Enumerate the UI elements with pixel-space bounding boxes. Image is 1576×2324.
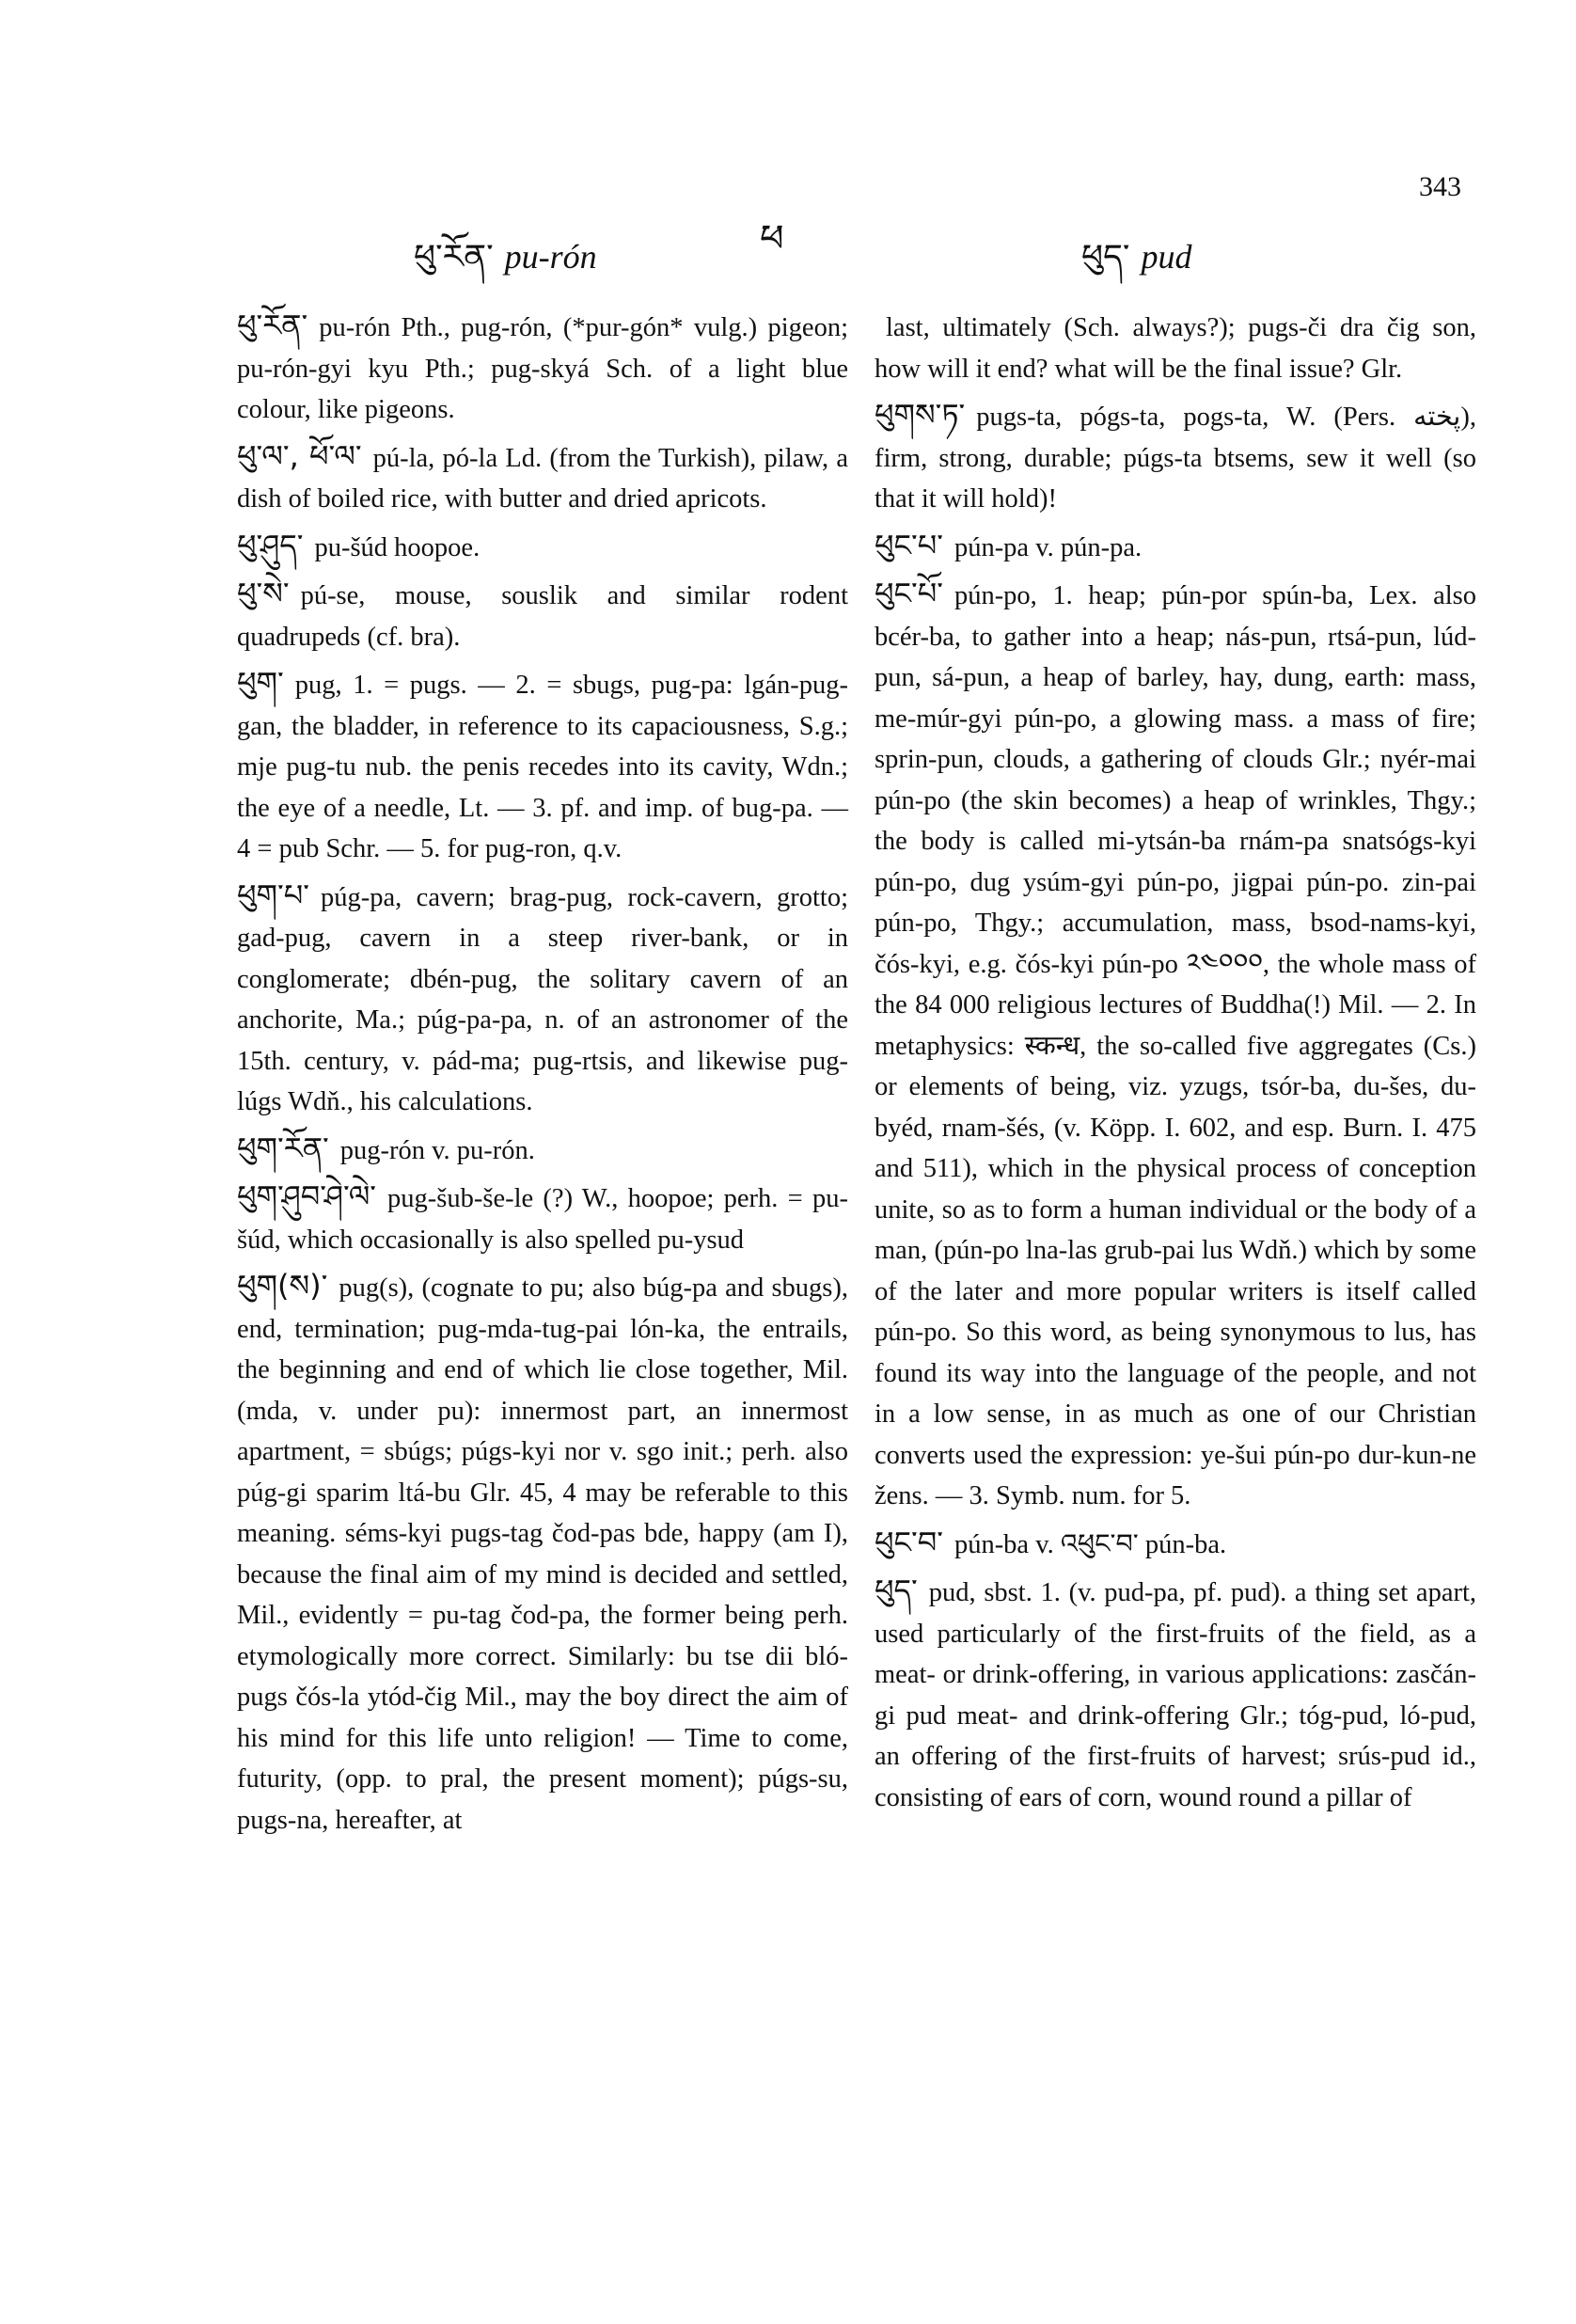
entry-text: pú-la, pó-la Ld. (from the Turkish), pilaw, a dish of boiled rice, with butter and dried apricots. bbox=[237, 443, 848, 514]
entry-headword: ཕུ་ལ་, ཕོ་ལ་ bbox=[237, 437, 362, 474]
entry bbox=[237, 306, 848, 431]
left-head-roman: pu-rón bbox=[504, 238, 597, 276]
entry bbox=[875, 1571, 1476, 1818]
left-column bbox=[237, 306, 848, 1846]
entry-text: pug(s), (cognate to pu; also búg-pa and sbugs), end, termination; pug-mda-tug-pai lón-ka, the entrails, the beginning and end of which lie close together, Mil. (mda, v. under pu): innermost part, an innermost apartment, = sbúgs; púgs-kyi nor v. sgo init.; perh. also púg-gi sparim ltá-bu Glr. 45, 4 may be referable to this meaning. séms-kyi pugs-tag čod-pas bde, happy (am I), because the final aim of my mind is decided and settled, Mil., evidently = pu-tag čod-pa, the former being perh. etymologically more correct. Similarly: bu tse dii bló-pugs čós-la ytód-čig Mil., may the boy direct the aim of his mind for this life unto religion! — Time to come, futurity, (opp. to pral, the present moment); púgs-su, pugs-na, hereafter, at bbox=[237, 1273, 848, 1835]
entry-text: pug-rón v. pu-rón. bbox=[339, 1135, 535, 1165]
entry-headword: ཕུག(ས)་ bbox=[237, 1268, 328, 1304]
entry bbox=[237, 526, 848, 569]
entry-text: pug, 1. = pugs. — 2. = sbugs, pug-pa: lgán-pug-gan, the bladder, in reference to its capaciousness, S.g.; mje pug-tu nub. the penis recedes into its cavity, Wdn.; the eye of a needle, Lt. — 3. pf. and imp. of bug-pa. — 4 = pub Schr. — 5. for pug-ron, q.v. bbox=[237, 671, 848, 863]
entry-headword: ཕུགས་ཏ་ bbox=[875, 397, 966, 433]
entry bbox=[875, 526, 1476, 569]
entry-text: púg-pa, cavern; brag-pug, rock-cavern, grotto; gad-pug, cavern in a steep river-bank, or in conglomerate; dbén-pug, the solitary cavern of an anchorite, Ma.; púg-pa-pa, n. of an astronomer of the 15th. century, v. pád-ma; pug-rtsis, and likewise pug-lúgs Wdň., his calculations. bbox=[237, 882, 848, 1116]
entry-headword: ཕུད་ bbox=[875, 1573, 918, 1608]
entry-text: pún-po, 1. heap; pún-por spún-ba, Lex. also bcér-ba, to gather into a heap; nás-pun, rtsá-pun, lúd-pun, sá-pun, a heap of barley, hay, dung, earth: mass, me-múr-gyi pún-po, a glowing mass. a mass of fire; sprin-pun, clouds, a gathering of clouds Glr.; nyér-mai pún-po (the skin becomes) a heap of wrinkles, Thgy.; the body is called mi-ytsán-ba rnám-pa snatsógs-kyi pún-po, dug ysúm-gyi pún-po, jigpai pún-po. zin-pai pún-po, Thgy.; accumulation, mass, bsod-nams-kyi, čós-kyi, e.g. čós-kyi pún-po ༢༤༠༠༠, the whole mass of the 84 000 religious lectures of Buddha(!) Mil. — 2. In metaphysics: स्कन्ध, the so-called five aggregates (Cs.) or elements of being, viz. yzugs, tsór-ba, du-šes, du-byéd, rnam-šés, (v. Köpp. I. 602, and esp. Burn. I. 475 and 511), which in the physical process of conception unite, so as to form a human individual or the body of a man, (pún-po lna-las grub-pai lus Wdň.) which by some of the later and more popular writers is itself called pún-po. So this word, as being synonymous to lus, has found its way into the language of the people, and not in a low sense, in as much as one of our Christian converts used the expression: ye-šui pún-po dur-kun-ne žens. — 3. Symb. num. for 5. bbox=[875, 581, 1476, 1510]
entry bbox=[875, 395, 1476, 520]
entry bbox=[875, 306, 1476, 389]
right-running-head bbox=[1081, 218, 1191, 314]
entry-text: pún-ba v. འཕུང་བ་ pún-ba. bbox=[953, 1529, 1227, 1559]
section-letter: ཕ bbox=[760, 217, 784, 261]
entry-headword: ཕུ་སེ་ bbox=[237, 576, 290, 611]
right-head-tibetan: ཕུད་ bbox=[1081, 238, 1130, 277]
entry-text: last, ultimately (Sch. always?); pugs-či dra čig son, how will it end? what will be the final issue? Glr. bbox=[875, 313, 1476, 384]
entry-text: pú-se, mouse, souslik and similar rodent quadrupeds (cf. bra). bbox=[237, 581, 848, 652]
entry-text: pu-šúd hoopoe. bbox=[314, 532, 481, 562]
left-head-tibetan: ཕུ་རོན་ bbox=[414, 238, 494, 277]
entry-headword: ཕུག་ bbox=[237, 665, 284, 701]
entry bbox=[875, 574, 1476, 1517]
entry bbox=[237, 436, 848, 520]
page-number: 343 bbox=[1419, 171, 1461, 202]
entry bbox=[237, 876, 848, 1123]
entry-headword: ཕུང་པ་ bbox=[875, 527, 943, 563]
right-column bbox=[875, 306, 1476, 1824]
entry-headword: ཕུང་པོ་ bbox=[875, 576, 943, 611]
entry-headword: ཕུ་རོན་ bbox=[237, 308, 308, 343]
entry-text: pud, sbst. 1. (v. pud-pa, pf. pud). a thing set apart, used particularly of the first-fruits of the field, as a meat- or drink-offering, in various applications: zasčán-gi pud meat- and drink-offering Glr.; tóg-pud, ló-pud, an offering of the first-fruits of harvest; srús-pud id., consisting of ears of corn, wound round a pillar of bbox=[875, 1578, 1476, 1812]
left-running-head bbox=[414, 218, 597, 314]
entry-text: pu-rón Pth., pug-rón, (*pur-gón* vulg.) pigeon; pu-rón-gyi kyu Pth.; pug-skyá Sch. of a light blue colour, like pigeons. bbox=[237, 313, 848, 424]
right-head-roman: pud bbox=[1141, 238, 1192, 276]
entry-text: pún-pa v. pún-pa. bbox=[953, 532, 1143, 562]
entry bbox=[237, 1177, 848, 1260]
entry bbox=[237, 663, 848, 870]
entry-headword: ཕུག་རོན་ bbox=[237, 1130, 329, 1166]
entry-headword: ཕུག་ཤུབ་ཤེ་ལེ་ bbox=[237, 1178, 377, 1214]
entry bbox=[237, 1129, 848, 1172]
entry bbox=[237, 574, 848, 657]
entry-headword: ཕུང་བ་ bbox=[875, 1524, 943, 1560]
entry-headword: ཕུ་ཤུད་ bbox=[237, 527, 304, 563]
entry-text: pug-šub-še-le (?) W., hoopoe; perh. = pu-šúd, which occasionally is also spelled pu-ysud bbox=[237, 1184, 848, 1255]
entry bbox=[237, 1266, 848, 1841]
entry-headword: ཕུག་པ་ bbox=[237, 877, 309, 913]
entry bbox=[875, 1523, 1476, 1566]
entry-text: pugs-ta, pógs-ta, pogs-ta, W. (Pers. پخته), firm, strong, durable; púgs-ta btsems, sew it well (so that it will hold)! bbox=[875, 403, 1476, 514]
